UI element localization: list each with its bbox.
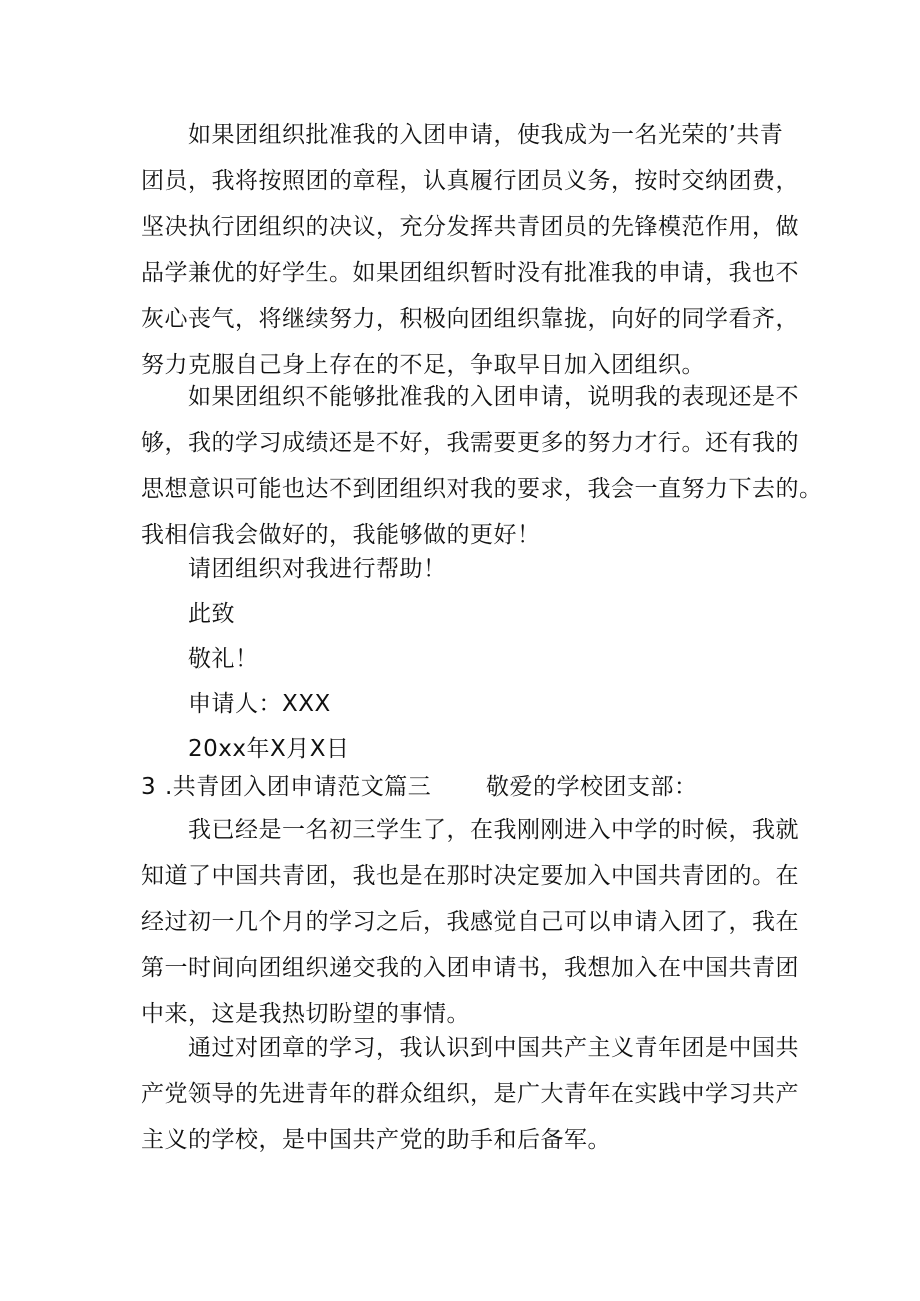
paragraph-line: 努力克服自己身上存在的不足，争取早日加入团组织。 [141,352,705,378]
paragraph-line: 中来，这是我热切盼望的事情。 [141,1001,470,1027]
regards-line-1: 此致 [188,601,235,627]
paragraph-line: 思想意识可能也达不到团组织对我的要求，我会一直努力下去的。 [141,476,823,502]
paragraph-2 [141,374,823,558]
section-3-heading [141,765,791,809]
paragraph-line: 主义的学校，是中国共产党的助手和后备军。 [141,1127,611,1153]
paragraph-line: 团员，我将按照团的章程，认真履行团员义务，按时交纳团费， [141,168,799,194]
closing-block [141,547,791,772]
paragraph-line: 品学兼优的好学生。如果团组织暂时没有批准我的申请，我也不 [141,260,799,286]
paragraph-3 [141,807,799,1037]
paragraph-4 [141,1025,799,1163]
paragraph-line: 我相信我会做好的，我能够做的更好！ [141,522,541,548]
section-number: 3 [141,774,157,800]
paragraph-line: 坚决执行团组织的决议，充分发挥共青团员的先锋模范作用，做 [141,214,799,240]
paragraph-line: 经过初一几个月的学习之后，我感觉自己可以申请入团了，我在 [141,909,799,935]
regards-line-2: 敬礼！ [188,646,259,672]
paragraph-line: 通过对团章的学习，我认识到中国共产主义青年团是中国共 [188,1035,799,1061]
paragraph-line: 如果团组织批准我的入团申请，使我成为一名光荣的’共青 [188,122,784,148]
paragraph-1 [141,112,799,388]
applicant-line: 申请人：XXX [188,691,331,717]
paragraph-line: 如果团组织不能够批准我的入团申请，说明我的表现还是不 [188,384,799,410]
date-line: 20xx年X月X日 [188,736,350,762]
paragraph-line: 够，我的学习成绩还是不好，我需要更多的努力才行。还有我的 [141,430,799,456]
paragraph-line: 知道了中国共青团，我也是在那时决定要加入中国共青团的。在 [141,863,799,889]
salutation: 敬爱的学校团支部： [486,774,698,800]
paragraph-line: 产党领导的先进青年的群众组织，是广大青年在实践中学习共产 [141,1081,799,1107]
paragraph-line: 第一时间向团组织递交我的入团申请书，我想加入在中国共青团 [141,955,799,981]
paragraph-line: 灰心丧气，将继续努力，积极向团组织靠拢，向好的同学看齐， [141,306,799,332]
request-line: 请团组织对我进行帮助！ [188,556,447,582]
paragraph-line: 我已经是一名初三学生了，在我刚刚进入中学的时候，我就 [188,817,799,843]
section-title: .共青团入团申请范文篇三 [165,774,432,800]
